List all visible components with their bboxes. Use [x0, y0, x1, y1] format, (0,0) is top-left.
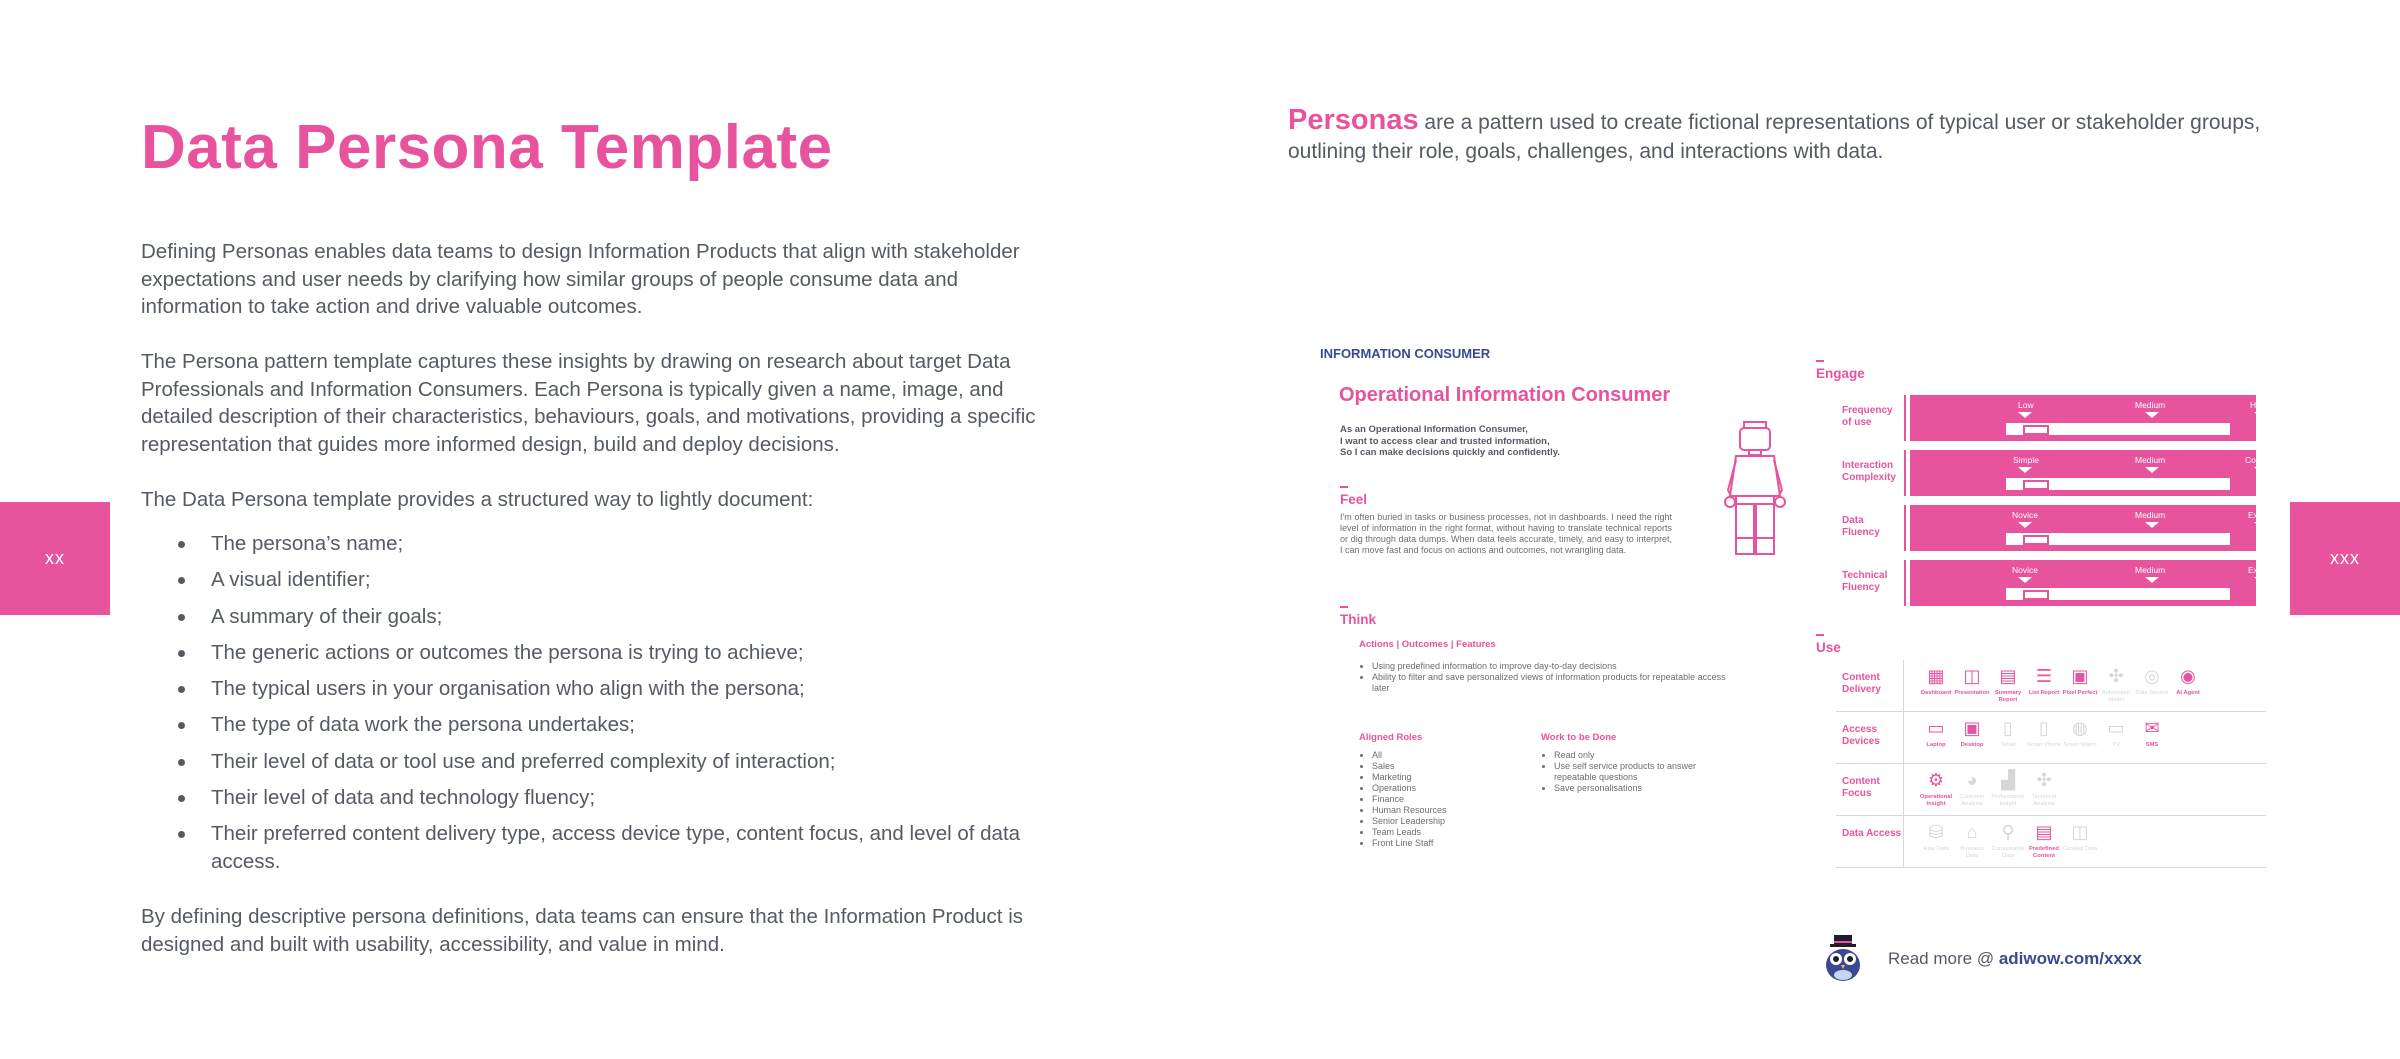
engage-row-frequency: [1836, 395, 2268, 441]
use-option-label: SMS: [2145, 742, 2159, 748]
desktop-icon: ▣: [1963, 718, 1981, 738]
owl-mascot-icon: [1822, 935, 1864, 983]
watch-icon: ◍: [2072, 718, 2088, 738]
use-row: [1836, 764, 2266, 816]
operational-icon: ⚙: [1927, 770, 1945, 790]
persona-category: INFORMATION CONSUMER: [1320, 346, 1491, 361]
use-option: [2098, 714, 2134, 763]
persona-figure-icon: [1720, 420, 1790, 560]
list-item: • Read only: [1554, 750, 1724, 761]
list-report-icon: ☰: [2035, 666, 2053, 686]
list-item: The generic actions or outcomes the persona is trying to achieve;: [141, 639, 1061, 667]
use-option: [2026, 662, 2062, 711]
engage-row-label: Frequency of use: [1836, 395, 1906, 441]
right-page-tab[interactable]: xxx: [2290, 502, 2400, 615]
list-item: • Using predefined information to improve day-to-day decisions: [1372, 661, 1732, 672]
aligned-roles-heading: Aligned Roles: [1359, 732, 1423, 743]
use-option-label: Pixel Perfect: [2062, 690, 2098, 696]
use-row-label: Content Focus: [1836, 764, 1904, 815]
data-fluency-level-marker: [2023, 535, 2049, 545]
list-item: • Marketing: [1372, 772, 1447, 783]
use-option-label: AI Agent: [2176, 690, 2200, 696]
left-page-tab[interactable]: xx: [0, 502, 110, 615]
use-option-label: Presentation: [1954, 690, 1990, 696]
use-option-label: List Report: [2028, 690, 2060, 696]
use-option: [1954, 714, 1990, 763]
list-item: The typical users in your organisation who align with the persona;: [141, 675, 1061, 703]
use-option: [1954, 818, 1990, 867]
sms-icon: ✉: [2144, 718, 2160, 738]
use-option-label: Tablet: [2000, 742, 2016, 748]
dashboard-icon: ▦: [1927, 666, 1945, 686]
intro-paragraph-1: Defining Personas enables data teams to design Information Products that align with stakeholder expectations and user needs by clarifying how similar groups of people consume data and information to take action and drive valuable outcomes.: [141, 240, 1020, 318]
list-item: • Human Resources: [1372, 805, 1447, 816]
use-heading: Use: [1816, 640, 1841, 655]
tablet-icon: ▯: [2003, 718, 2013, 738]
list-item: • Front Line Staff: [1372, 838, 1447, 849]
template-contents-list: [141, 530, 1061, 884]
work-to-be-done-heading: Work to be Done: [1541, 732, 1617, 743]
phone-icon: ▯: [2039, 718, 2049, 738]
use-option-label: Smart Watch: [2063, 742, 2097, 748]
use-option: [1990, 766, 2026, 815]
list-item: • Use self service products to answer repeatable questions: [1554, 761, 1724, 783]
interaction-level-marker: [2023, 480, 2049, 490]
use-option: [2098, 662, 2134, 711]
technical-fluency-scale: Novice Medium Expert: [1910, 560, 2256, 606]
use-option-label: TV: [2112, 742, 2120, 748]
technical-fluency-level-marker: [2023, 590, 2049, 600]
think-heading: Think: [1340, 612, 1376, 627]
presentation-icon: ◫: [1963, 666, 1981, 686]
use-option: [1990, 662, 2026, 711]
ai-agent-icon: ◉: [2180, 666, 2196, 686]
use-option-label: Summary Report: [1994, 690, 2022, 703]
page-title: Data Persona Template: [141, 113, 833, 182]
use-row: [1836, 660, 2266, 712]
use-row-label: Content Delivery: [1836, 660, 1904, 711]
frequency-level-marker: [2023, 425, 2049, 435]
raw-data-icon: ⛁: [1928, 822, 1944, 842]
list-item: • Team Leads: [1372, 827, 1447, 838]
list-item: The type of data work the persona undertakes;: [141, 711, 1061, 739]
feel-text: I'm often buried in tasks or business processes, not in dashboards. I need the right level of information in the right format, without having to translate technical reports or dig through data dumps. When data feels accurate, timely, and easy to interpret, I can move fast and focus on actions and outcomes, not wrangling data.: [1340, 512, 1672, 555]
use-option: [1918, 714, 1954, 763]
personas-definition: [1288, 106, 2288, 166]
use-option: [2062, 714, 2098, 763]
list-item: Their level of data or tool use and preferred complexity of interaction;: [141, 748, 1061, 776]
model-icon: ✣: [2108, 666, 2124, 686]
use-row-label: Data Access: [1836, 816, 1904, 867]
footer: [1822, 935, 2142, 983]
read-more-link[interactable]: adiwow.com/xxxx: [1998, 949, 2142, 968]
list-item: • Operations: [1372, 783, 1447, 794]
use-option: [1954, 662, 1990, 711]
list-item: • Sales: [1372, 761, 1447, 772]
list-item: • Save personalisations: [1554, 783, 1724, 794]
use-row: [1836, 712, 2266, 764]
work-to-be-done-list: [1554, 750, 1724, 794]
use-option: [2026, 766, 2062, 815]
use-option-label: Technical Analysis: [2031, 794, 2057, 807]
list-item: • Senior Leadership: [1372, 816, 1447, 827]
curated-icon: ◫: [2071, 822, 2089, 842]
intro-paragraph-2: The Persona pattern template captures these insights by drawing on research about target Data Professionals and Information Consumers. Each Persona is typically given a name, image, and detailed description of their characteristics, behaviours, goals, and motivations, providing a specific representation that guides more informed design, build and deploy decisions.: [141, 350, 1036, 456]
use-option: [2026, 714, 2062, 763]
persona-card: [1320, 340, 2279, 870]
think-list: [1372, 661, 1732, 694]
consumable-icon: ⚲: [2001, 822, 2015, 842]
use-option: [1918, 818, 1954, 867]
use-option: [1918, 766, 1954, 815]
use-option: [1954, 766, 1990, 815]
engage-row-label: Data Fluency: [1836, 505, 1906, 551]
personas-lead: Personas: [1288, 104, 1419, 136]
list-item: • All: [1372, 750, 1447, 761]
use-option-label: Automated Model: [2101, 690, 2131, 703]
list-item: Their level of data and technology fluency;: [141, 784, 1061, 812]
aligned-roles-list: [1372, 750, 1447, 849]
use-option-label: Desktop: [1960, 742, 1984, 748]
list-item: Their preferred content delivery type, access device type, content focus, and level of data access.: [141, 820, 1061, 875]
customer-icon: ◕: [1966, 770, 1978, 790]
closing-paragraph: By defining descriptive persona definitions, data teams can ensure that the Information Product is designed and built with usability, accessibility, and value in mind.: [141, 905, 1024, 956]
engage-row-technical-fluency: [1836, 560, 2273, 606]
use-option: [2062, 818, 2098, 867]
business-data-icon: ⌂: [1966, 822, 1978, 842]
use-option-label: Raw Data: [1923, 846, 1949, 852]
use-option: [1990, 714, 2026, 763]
data-fluency-scale: Novice Medium Expert: [1910, 505, 2256, 551]
interaction-scale: Simple Medium Complex: [1910, 450, 2256, 496]
engage-row-interaction: [1836, 450, 2279, 496]
use-option: [2026, 818, 2062, 867]
feel-heading: Feel: [1340, 492, 1368, 507]
use-row: [1836, 816, 2266, 868]
read-more-text: Read more @ adiwow.com/xxxx: [1888, 949, 2142, 968]
list-item: A visual identifier;: [141, 566, 1061, 594]
engage-row-label: Interaction Complexity: [1836, 450, 1906, 496]
technical-icon: ✣: [2036, 770, 2052, 790]
use-option-label: Customer Analysis: [1959, 794, 1985, 807]
intro-paragraph-3: The Data Persona template provides a structured way to lightly document:: [141, 488, 814, 511]
use-option-label: Performance Insight: [1991, 794, 2025, 807]
use-option-label: Operational Insight: [1919, 794, 1953, 807]
use-option-label: Dashboard: [1920, 690, 1952, 696]
engage-heading: Engage: [1816, 366, 1865, 381]
use-option: [2062, 662, 2098, 711]
use-option-label: Curated Data: [2062, 846, 2098, 852]
frequency-scale: Low Medium High: [1910, 395, 2256, 441]
use-option: [2134, 714, 2170, 763]
personas-definition-text: are a pattern used to create fictional representations of typical user or stakeholder groups, outlining their role, goals, challenges, and interactions with data.: [1288, 111, 2261, 163]
use-option-label: Predefined Content: [2029, 846, 2059, 859]
persona-name: Operational Information Consumer: [1339, 384, 1671, 406]
engage-row-data-fluency: [1836, 505, 2273, 551]
use-option-label: Laptop: [1926, 742, 1946, 748]
engage-row-label: Technical Fluency: [1836, 560, 1906, 606]
pixel-perfect-icon: ▣: [2071, 666, 2089, 686]
predefined-icon: ▤: [2035, 822, 2053, 842]
list-item: The persona’s name;: [141, 530, 1061, 558]
use-option: [2170, 662, 2206, 711]
use-option-label: Smart Phone: [2027, 742, 2061, 748]
use-option: [1990, 818, 2026, 867]
list-item: A summary of their goals;: [141, 603, 1061, 631]
use-option-label: Consumable Data: [1991, 846, 2025, 859]
use-option-label: Data Service: [2135, 690, 2169, 696]
list-item: • Finance: [1372, 794, 1447, 805]
performance-icon: ▟: [2001, 770, 2015, 790]
list-item: • Ability to filter and save personalized views of information products for repeatable access later: [1372, 672, 1732, 694]
persona-story: As an Operational Information Consumer, I want to access clear and trusted information, So I can make decisions quickly and confidently.: [1340, 424, 1560, 458]
laptop-icon: ▭: [1927, 718, 1945, 738]
data-service-icon: ◎: [2144, 666, 2160, 686]
think-subheading: Actions | Outcomes | Features: [1359, 639, 1496, 650]
tv-icon: ▭: [2107, 718, 2125, 738]
use-option: [1918, 662, 1954, 711]
summary-report-icon: ▤: [1999, 666, 2017, 686]
use-row-label: Access Devices: [1836, 712, 1904, 763]
use-option: [2134, 662, 2170, 711]
use-option-label: Business Data: [1960, 846, 1984, 859]
